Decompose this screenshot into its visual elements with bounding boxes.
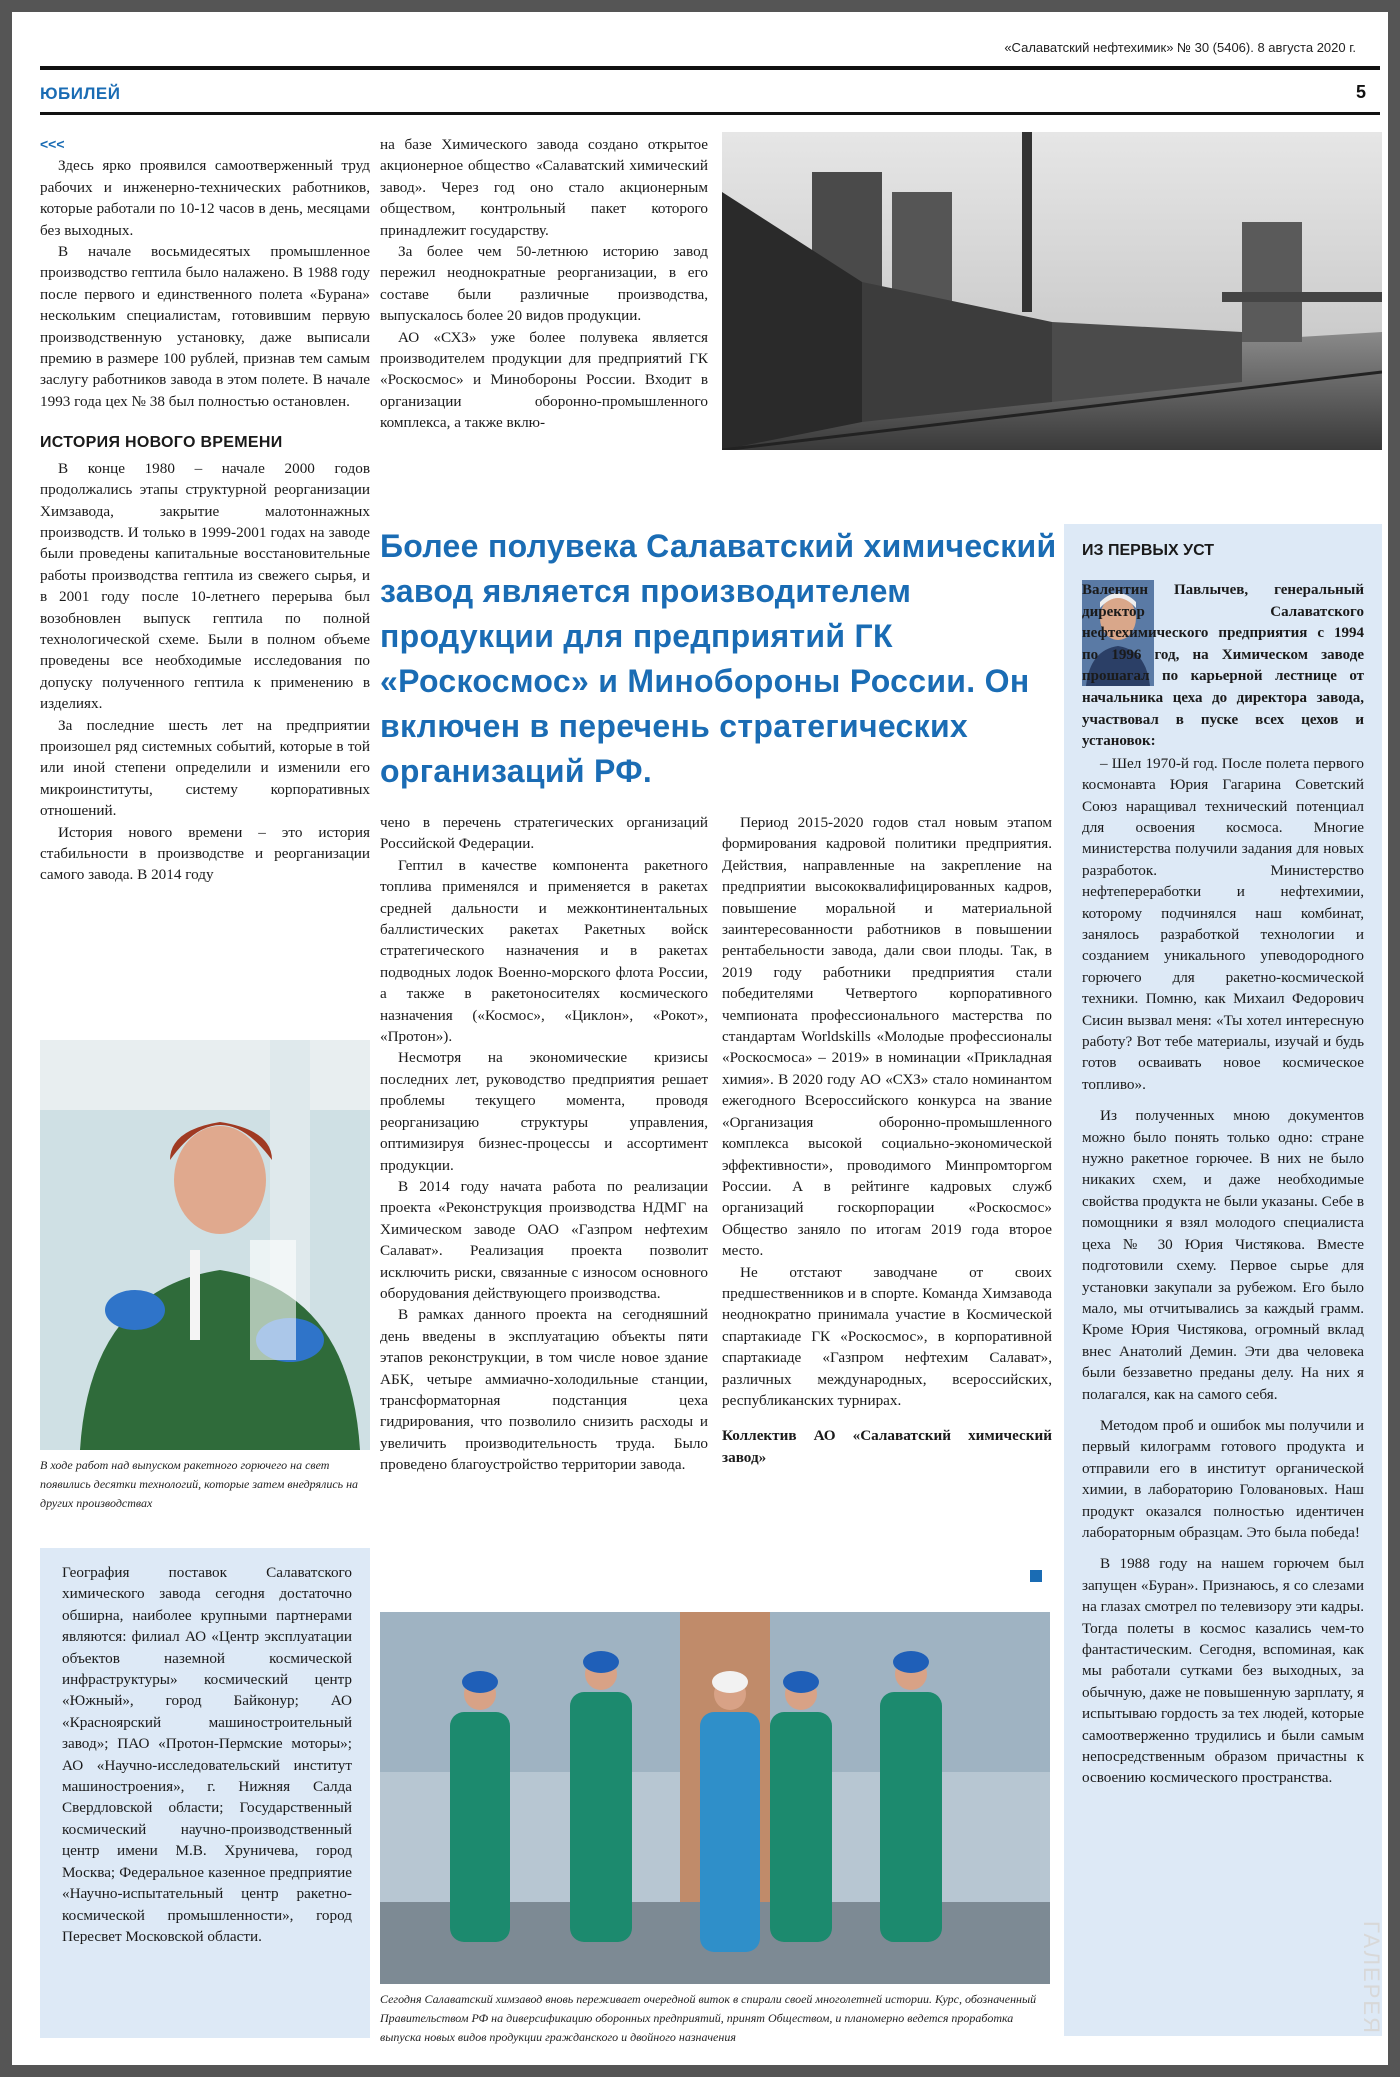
paragraph: В конце 1980 – начале 2000 годов продолжались этапы структурной реорганизации Химзавода, закрытие малотоннажных производств. И только в 1999-2001 годах на заводе были проведены капитальные восстановительные работы производства гептила из свежего сырья, и в 2001 году после 10-летнего перерыва был возобновлен выпуск гептила по полной технологической схеме. Были в полном объеме проведены все необходимые исследования по допуску полученного гептила к применению в изделиях.: [40, 459, 370, 713]
paragraph: За последние шесть лет на предприятии произошел ряд системных событий, которые в той или иной степени определили и изменили его микроинституты, систему корпоративных отношений.: [40, 716, 370, 820]
geography-text: [62, 1562, 352, 1947]
paragraph: Несмотря на экономические кризисы последних лет, руководство предприятия решает проблемы текущего момента, проводя реорганизацию структуры управления, оптимизируя бизнес-процессы и ассортимент продукции.: [380, 1049, 708, 1174]
continuation-mark: <<<: [40, 136, 65, 152]
plant-photo: [722, 132, 1382, 450]
quote-box: [1064, 524, 1382, 2036]
pull-quote: Более полувека Салаватский химический завод является производителем продукции для предприятий ГК «Роскосмос» и Минобороны России. Он включен в перечень стратегических организаций РФ.: [380, 528, 1057, 789]
paragraph: География поставок Салаватского химического завода сегодня достаточно обширна, наиболее крупными партнерами являются: филиал АО «Центр эксплуатации объектов наземной космической инфраструктуры» космический центр «Южный», город Байконур; АО «Красноярский машиностроительный завод»; ПАО «Протон-Пермские моторы»; АО «Научно-исследовательский институт машиностроения», г. Нижняя Салда Свердловской области; Государственный космический научно-производственный центр имени М.В. Хруничева, город Москва; Федеральное казенное предприятие «Научно-испытательный центр ракетно-космической промышленности», город Пересвет Московской области.: [62, 1564, 352, 1945]
chemist-photo: [40, 1040, 370, 1450]
workers-photo: [380, 1612, 1050, 1984]
quote-intro: Валентин Павлычев, генеральный директор Салаватского нефтехимического предприятия с 1994 по 1996 год, на Химическом заводе прошагал по карьерной лестнице от начальника цеха до директора завода, участвовал в пуске всех цехов и установок:: [1082, 582, 1364, 750]
page-number: 5: [1355, 82, 1366, 102]
header-rule: [40, 112, 1380, 115]
paragraph: Здесь ярко проявился самоотверженный труд рабочих и инженерно-технических работников, которые работали по 10-12 часов в день, месяцами без выходных.: [40, 157, 370, 239]
column-2-top: [380, 134, 708, 434]
workers-caption: Сегодня Салаватский химзавод вновь переживает очередной виток в спирали своей многолетней истории. Курс, обозначенный Правительством РФ на диверсификацию оборонных предприятий, принят Обществом, и планомерно ведется проработка выпуска новых видов продукции гражданского и двойного назначения: [380, 1992, 1037, 2044]
top-rule: [40, 66, 1380, 70]
paragraph: Не отстают заводчане от своих предшественников и в спорте. Команда Химзавода неоднократно принимала участие в Космической спартакиаде ГК «Роскосмос», в корпоративной спартакиаде «Газпром нефтехим Салават», различных международных, всероссийских, республиканских турнирах.: [722, 1263, 1052, 1409]
paragraph: В 1988 году на нашем горючем был запущен «Буран». Признаюсь, я со слезами на глазах смотрел по телевизору эти кадры. Тогда полеты в космос казались чем-то фантастическим. Сегодня, вспоминая, как мы работали сутками без выходных, за обычную, даже не повышенную зарплату, я испытываю гордость за тех людей, которые самоотверженно трудились и были самым непосредственным образом причастны к освоению космического пространства.: [1082, 1555, 1364, 1787]
paragraph: Из полученных мною документов можно было понять только одно: стране нужно ракетное горючее. В них не было никаких схем, и даже необходимые свойства продукта не были указаны. Себе в помощники я взял молодого специалиста цеха № 30 Юрия Чистякова. Вместе подготовили схему. Первое сырье для установки закупали за рубежом. Его было мало, мы отчитывались за каждый грамм. Кроме Юрия Чистякова, огромный вклад внес Анатолий Демин. Эти два человека были беззаветно преданы делу. На них я полагался, как на самого себя.: [1082, 1107, 1364, 1403]
section-title: ЮБИЛЕЙ: [40, 84, 121, 103]
paragraph: В 2014 году начата работа по реализации проекта «Реконструкция производства НДМГ на Химическом заводе ОАО «Газпром нефтехим Салават». Реализация проекта позволит исключить риски, связанные с износом основного оборудования действующего производства.: [380, 1177, 708, 1302]
paragraph: Гептил в качестве компонента ракетного топлива применялся и применяется в ракетах средней дальности и межконтинентальных баллистических ракетах Ракетных войск стратегического назначения и в ракетах подводных лодок Военно-морского флота России, а также в ракетоносителях космического назначения («Космос», «Циклон», «Рокот», «Протон»).: [380, 856, 708, 1046]
subheading: ИСТОРИЯ НОВОГО ВРЕМЕНИ: [40, 434, 283, 452]
quote-box-title: ИЗ ПЕРВЫХ УСТ: [1082, 542, 1215, 559]
paragraph: чено в перечень стратегических организаций Российской Федерации.: [380, 814, 708, 853]
column-1: [40, 134, 370, 886]
column-2-bottom: [380, 812, 708, 1476]
chemist-caption: В ходе работ над выпуском ракетного горючего на свет появились десятки технологий, которые затем внедрялись на других производствах: [40, 1458, 359, 1510]
paragraph: на базе Химического завода создано открытое акционерное общество «Салаватский химический завод». Через год оно стало акционерным обществом, контрольный пакет которого принадлежит государству.: [380, 136, 708, 239]
paragraph: За более чем 50-летнюю историю завод пережил неоднократные реорганизации, в его составе были различные производства, выпускалось более 20 видов продукции.: [380, 243, 708, 325]
column-3: [722, 812, 1052, 1468]
paragraph: В начале восьмидесятых промышленное производство гептила было налажено. В 1988 году после первого и единственного полета «Бурана» нескольким специалистам, готовившим первую производственную установку, даже выписали премию в размере 100 рублей, признав тем самым заслугу работников завода в этом полете. В начале 1993 года цех № 38 был полностью остановлен.: [40, 243, 370, 410]
paragraph: Период 2015-2020 годов стал новым этапом формирования кадровой политики предприятия. Действия, направленные на закрепление на предприятии высококвалифицированных кадров, повышение моральной и материальной заинтересованности работников в повышении рентабельности завода, дали свои плоды. Так, в 2019 году работники предприятия стали победителями Четвертого корпоративного чемпионата профессионального мастерства по стандартам Worldskills «Молодые профессионалы «Роскосмоса» – 2019» в номинации «Прикладная химия». В 2020 году АО «СХЗ» стало номинантом ежегодного Всероссийского конкурса на звание «Организация оборонно-промышленного комплекса высокой социально-экономической эффективности», проводимого Минпромторгом России. А в рейтинге кадровых служб организаций госкорпорации «Роскосмос» Общество заняло по итогам 2019 года второе место.: [722, 814, 1052, 1260]
end-mark: [1030, 1570, 1042, 1582]
watermark: ГАЛЕРЕЯ: [1359, 1921, 1384, 2035]
paragraph: История нового времени – это история стабильности в производстве и реорганизации самого завода. В 2014 году: [40, 823, 370, 884]
quote-body: [1082, 580, 1364, 1789]
paragraph: АО «СХЗ» уже более полувека является производителем продукции для предприятий ГК «Роскосмос» и Минобороны России. Входит в организации оборонно-промышленного комплекса, а также вклю-: [380, 328, 708, 432]
paragraph: Методом проб и ошибок мы получили и первый килограмм готового продукта и отправили его в институт органической химии, в лабораторию Головановых. Наш продукт оказался полностью идентичен лабораторным образцам. Это была победа!: [1082, 1416, 1364, 1541]
signature: Коллектив АО «Салаватский химический завод»: [722, 1427, 1052, 1466]
newspaper-page: [12, 12, 1388, 2065]
paragraph: В рамках данного проекта на сегодняшний день введены в эксплуатацию объекты пяти этапов реконструкции, в том числе новое здание АБК, четыре аммиачно-холодильные станции, трансформаторная подстанция цеха гидрирования, что позволило снизить расходы и увеличить производительность труда. Было проведено благоустройство территории завода.: [380, 1306, 708, 1474]
paragraph: – Шел 1970-й год. После полета первого космонавта Юрия Гагарина Советский Союз наращивал технический потенциал для освоения космоса. Многие министерства получили задания для новых разработок. Министерство нефтепереработки и нефтехимии, которому подчинялся наш комбинат, занялось разработкой технологии и созданием уникального упеводородного горючего для ракетно-космической техники. Помню, как Михаил Федорович Сисин вызвал меня: «Ты хотел интересную работу? Вот тебе материалы, изучай и будь готов осваивать новое космическое топливо».: [1082, 754, 1364, 1093]
running-head: «Салаватский нефтехимик» № 30 (5406). 8 августа 2020 г.: [1004, 40, 1356, 55]
geography-box: [40, 1548, 370, 2038]
